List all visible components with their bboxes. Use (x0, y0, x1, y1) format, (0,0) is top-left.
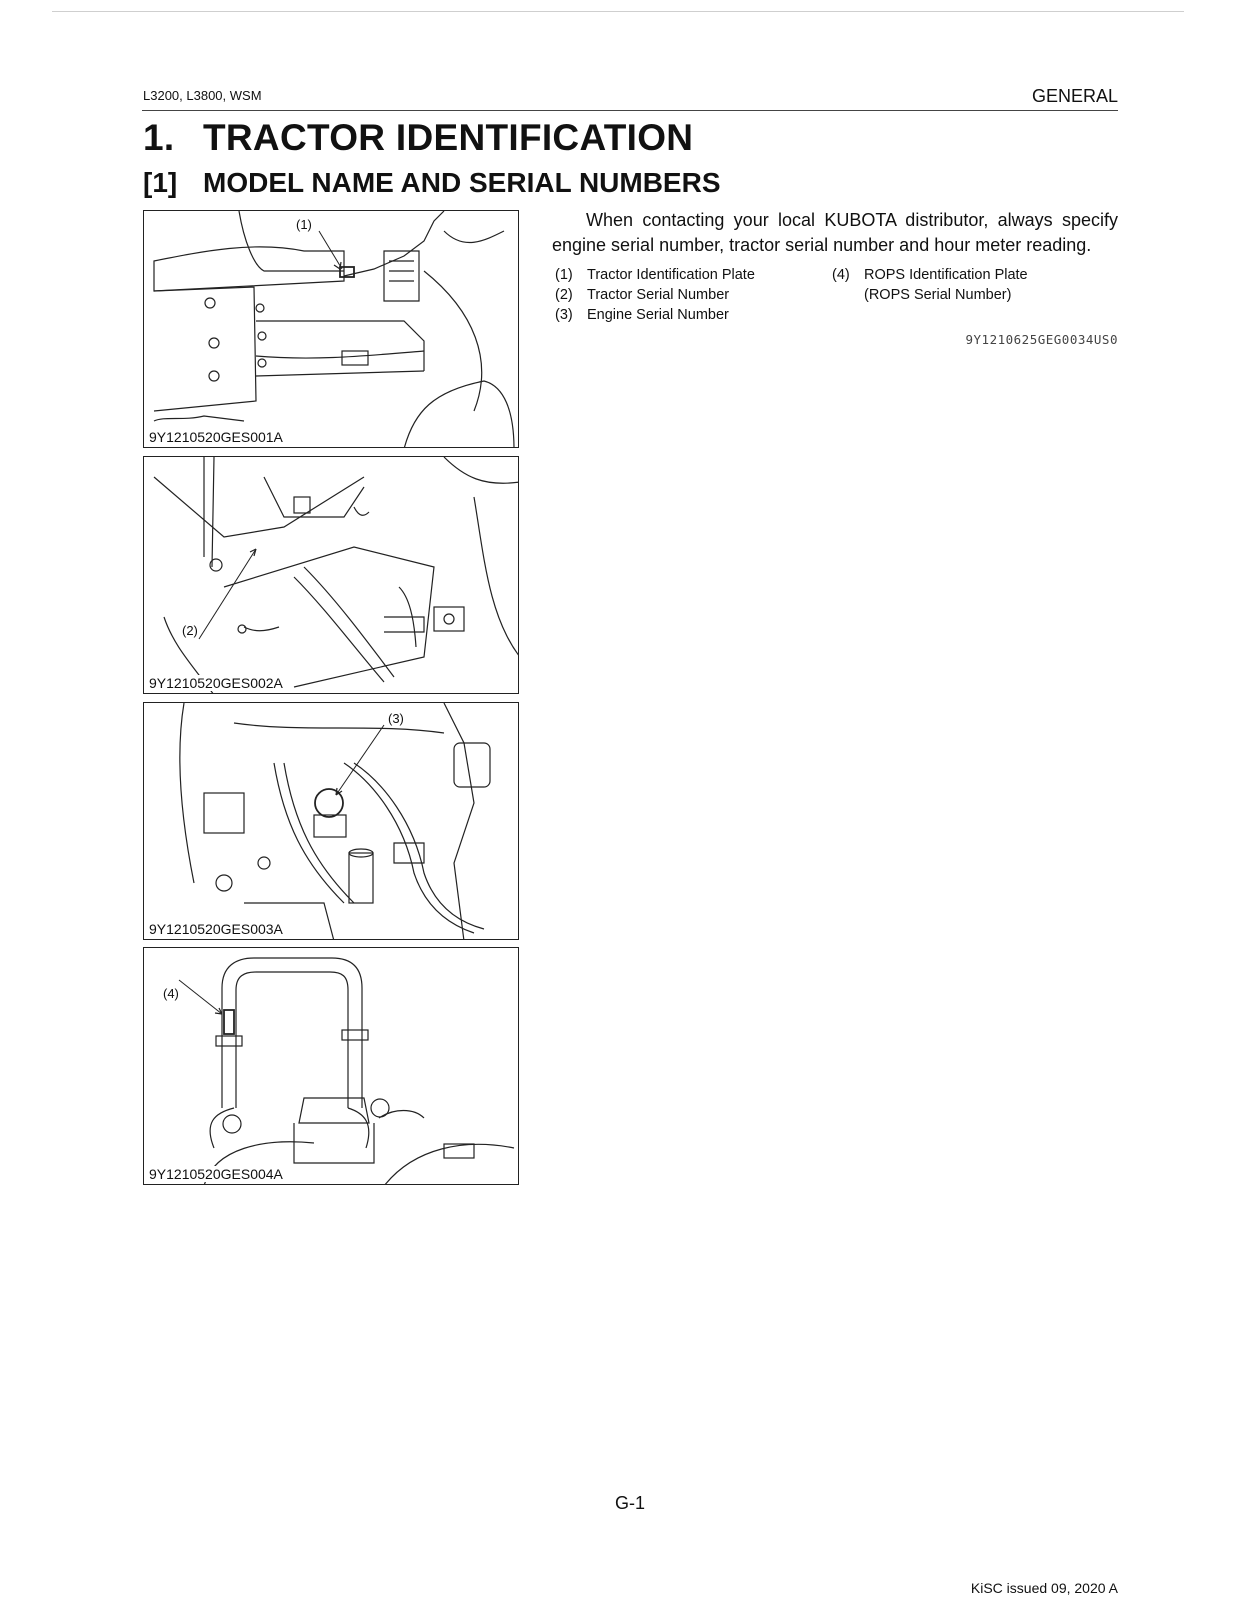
subsection-number: [1] (143, 167, 178, 198)
figure-tractor-id-plate (143, 210, 519, 448)
section-title: TRACTOR IDENTIFICATION (203, 117, 694, 158)
legend-column-left (555, 265, 755, 325)
subsection-heading (143, 167, 721, 199)
figure-4-callout: (4) (163, 986, 179, 1001)
figure-2-callout: (2) (182, 623, 198, 638)
legend-item-number: (2) (555, 287, 573, 303)
legend-item-number: (3) (555, 307, 573, 323)
figure-1-illustration (144, 211, 519, 448)
figure-3-code: 9Y1210520GES003A (149, 921, 283, 937)
figure-1-callout: (1) (296, 217, 312, 232)
figure-3-callout: (3) (388, 711, 404, 726)
figure-engine-serial (143, 702, 519, 940)
section-number: 1. (143, 117, 175, 158)
intro-paragraph: When contacting your local KUBOTA distributor, always specify engine serial number, tractor serial number and hour meter reading. (552, 210, 1118, 255)
figure-4-illustration (144, 948, 519, 1185)
legend-item (555, 265, 755, 285)
figure-rops-plate (143, 947, 519, 1185)
legend-item-label: ROPS Identification Plate (864, 267, 1028, 283)
figure-2-code: 9Y1210520GES002A (149, 675, 283, 691)
figure-1-code: 9Y1210520GES001A (149, 429, 283, 445)
subsection-title: MODEL NAME AND SERIAL NUMBERS (203, 167, 721, 198)
header-rule (142, 110, 1118, 111)
figure-4-code: 9Y1210520GES004A (149, 1166, 283, 1182)
page-number: G-1 (615, 1493, 646, 1513)
legend-item (555, 305, 755, 325)
issued-note: KiSC issued 09, 2020 A (970, 1580, 1118, 1596)
header-model-label: L3200, L3800, WSM (143, 88, 262, 103)
legend-column-right (832, 265, 1028, 305)
legend-item (555, 285, 755, 305)
figure-3-illustration (144, 703, 519, 940)
legend-item-label: Engine Serial Number (587, 307, 729, 323)
legend-item-sublabel: (ROPS Serial Number) (864, 287, 1012, 303)
legend-item-label: Tractor Identification Plate (587, 267, 755, 283)
legend-item (832, 265, 1028, 285)
section-heading (143, 117, 693, 159)
document-code: 9Y1210625GEG0034US0 (965, 332, 1118, 347)
figure-2-illustration (144, 457, 519, 694)
legend-item-number: (4) (832, 267, 850, 283)
top-border-line (52, 11, 1184, 12)
legend-item-number: (1) (555, 267, 573, 283)
header-section-label: GENERAL (1031, 86, 1118, 106)
figure-tractor-serial (143, 456, 519, 694)
legend-item-label: Tractor Serial Number (587, 287, 730, 303)
